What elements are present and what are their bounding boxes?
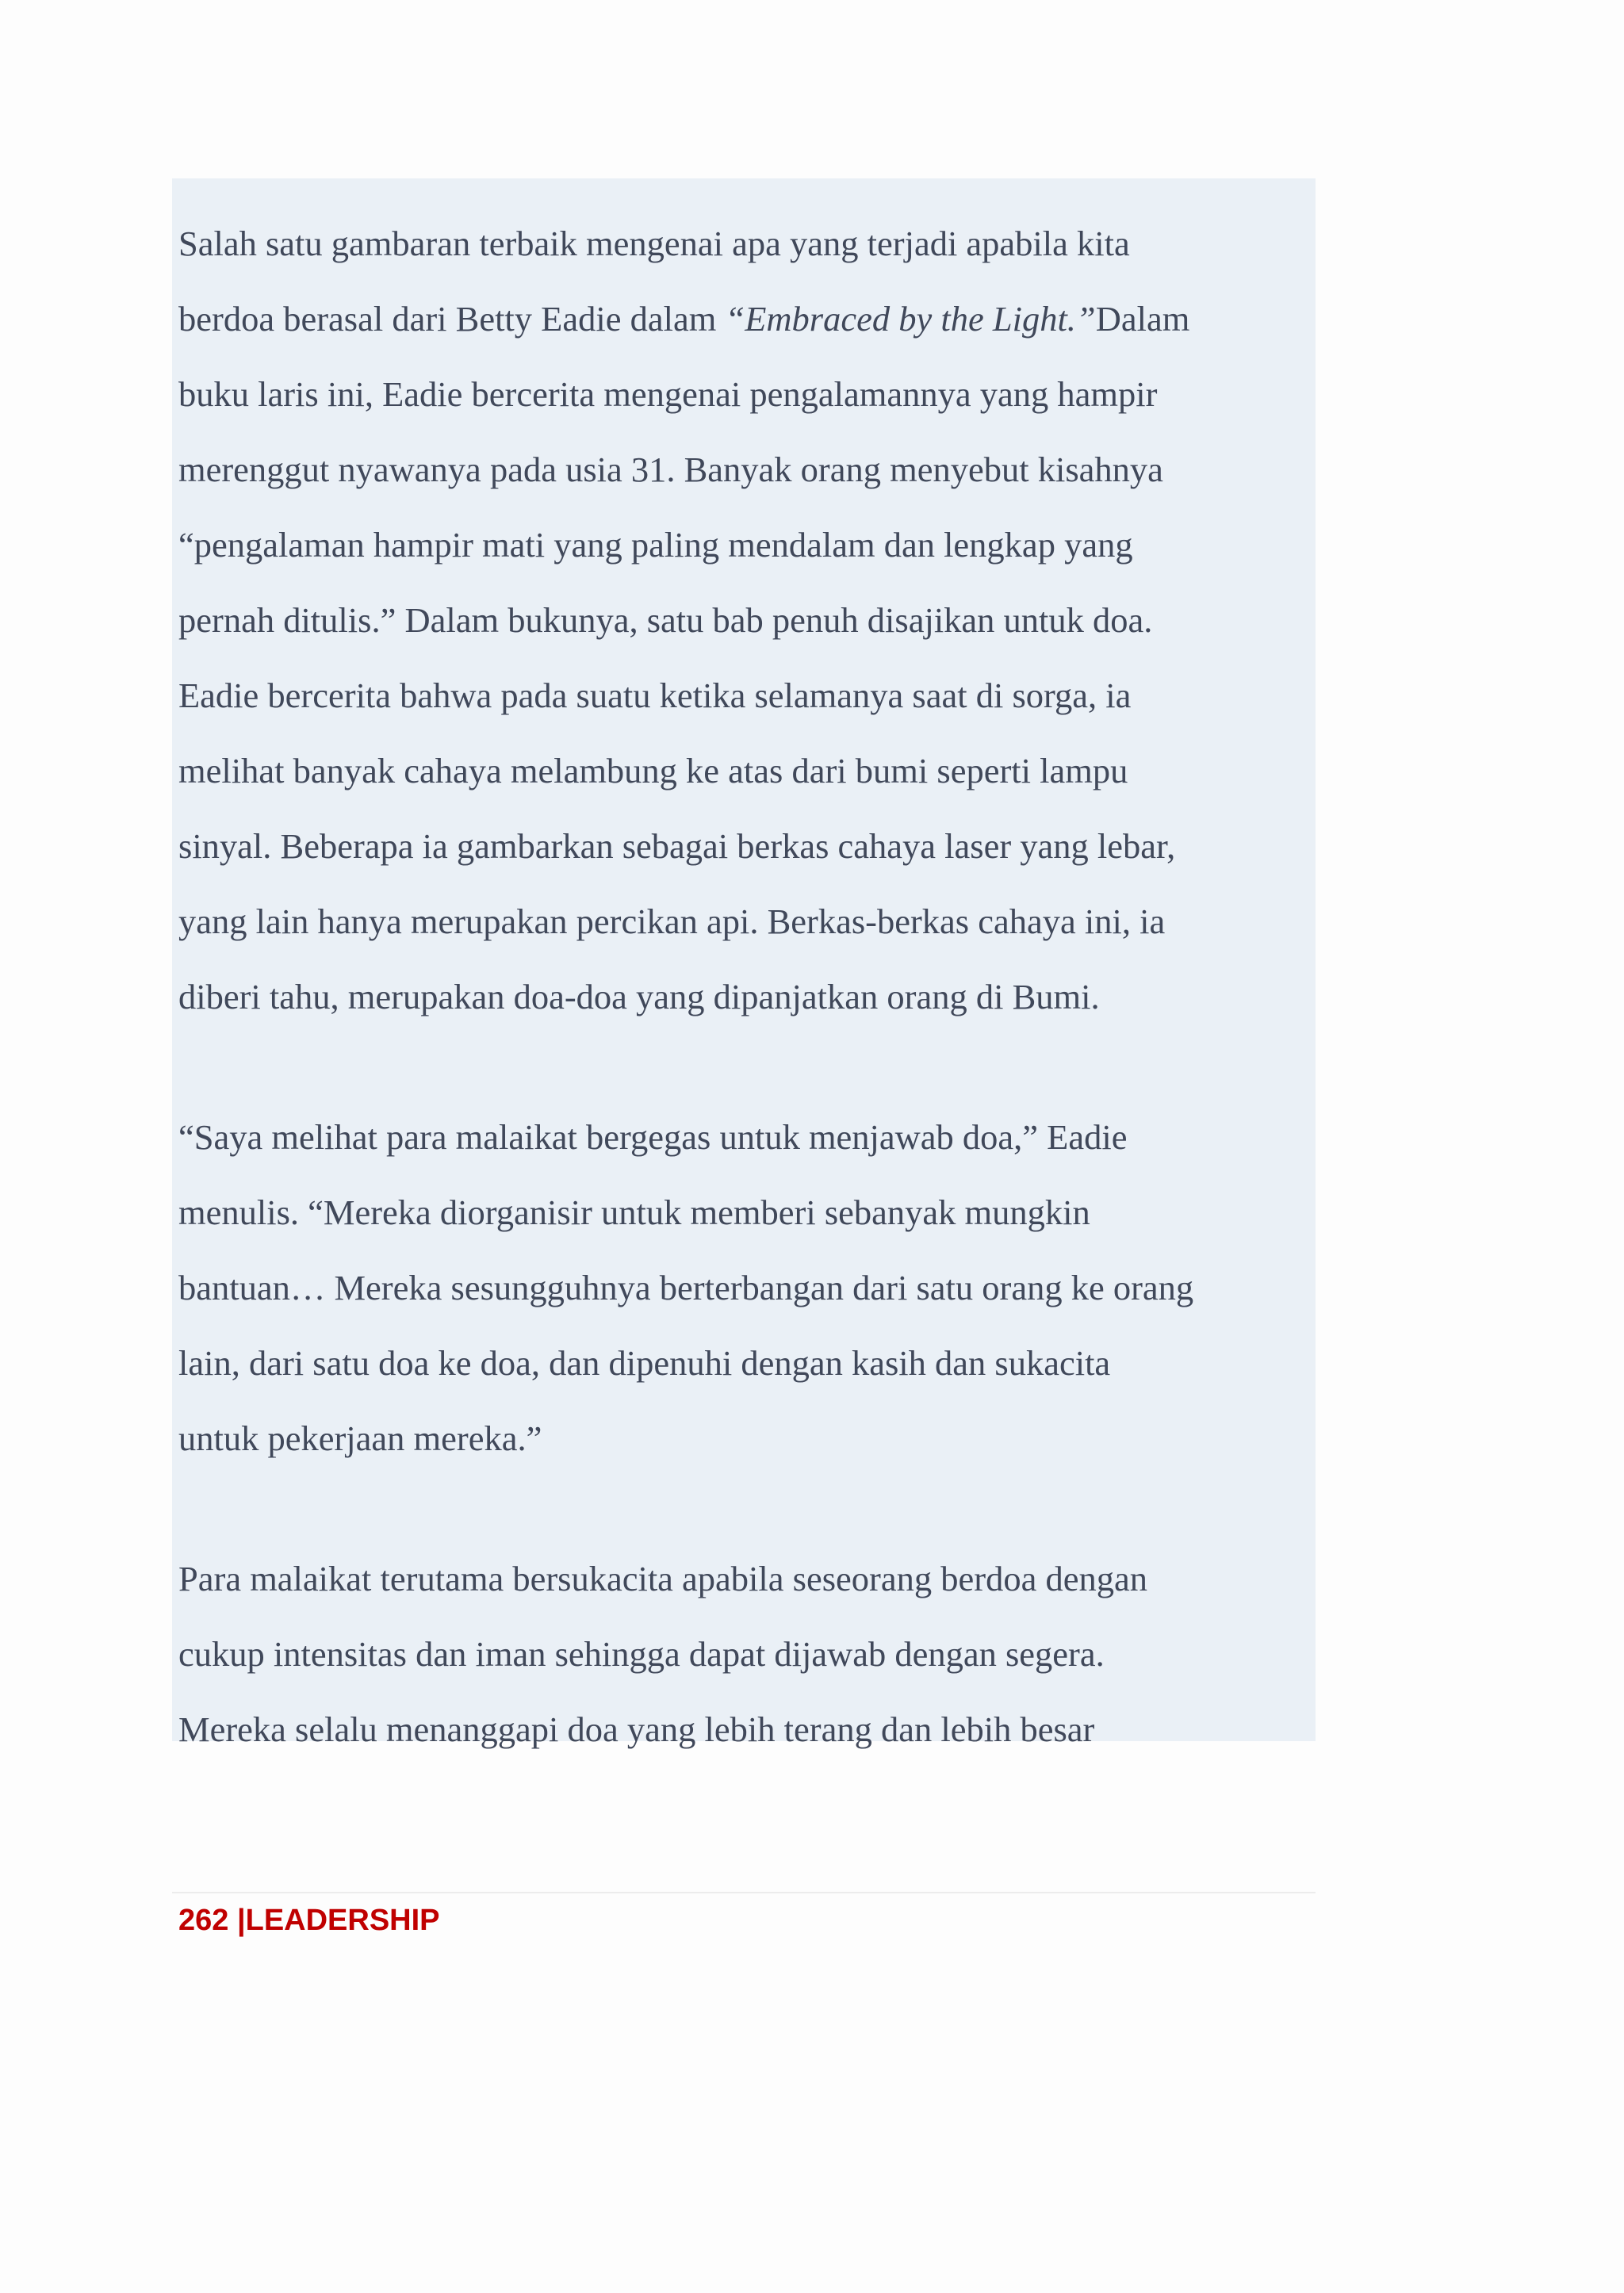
text-line: sinyal. Beberapa ia gambarkan sebagai berkas cahaya laser yang lebar, bbox=[178, 826, 1176, 866]
page-footer bbox=[178, 1897, 440, 1944]
text-line: merenggut nyawanya pada usia 31. Banyak orang menyebut kisahnya bbox=[178, 450, 1163, 489]
text-line: bantuan… Mereka sesungguhnya berterbangan dari satu orang ke orang bbox=[178, 1268, 1194, 1307]
paragraph-spacer bbox=[178, 1476, 1320, 1541]
text-line bbox=[178, 281, 1320, 357]
text-segment: Dalam bbox=[1095, 299, 1190, 339]
paragraph bbox=[178, 1541, 1320, 1767]
text-line: diberi tahu, merupakan doa-doa yang dipanjatkan orang di Bumi. bbox=[178, 977, 1100, 1016]
text-line: untuk pekerjaan mereka.” bbox=[178, 1418, 542, 1458]
text-line: menulis. “Mereka diorganisir untuk memberi sebanyak mungkin bbox=[178, 1192, 1090, 1232]
text-line: cukup intensitas dan iman sehingga dapat dijawab dengan segera. bbox=[178, 1634, 1105, 1674]
text-line: Mereka selalu menanggapi doa yang lebih terang dan lebih besar bbox=[178, 1709, 1095, 1749]
text-line: Para malaikat terutama bersukacita apabila seseorang berdoa dengan bbox=[178, 1559, 1147, 1598]
footer-divider bbox=[172, 1892, 1316, 1893]
body-text bbox=[178, 206, 1320, 1767]
text-line: “pengalaman hampir mati yang paling mendalam dan lengkap yang bbox=[178, 525, 1133, 565]
text-line: yang lain hanya merupakan percikan api. Berkas-berkas cahaya ini, ia bbox=[178, 902, 1166, 941]
text-line: buku laris ini, Eadie bercerita mengenai pengalamannya yang hampir bbox=[178, 374, 1158, 414]
text-line: lain, dari satu doa ke doa, dan dipenuhi dengan kasih dan sukacita bbox=[178, 1343, 1111, 1383]
page-number: 262 bbox=[178, 1904, 229, 1937]
paragraph-spacer bbox=[178, 1035, 1320, 1100]
text-line: Eadie bercerita bahwa pada suatu ketika selamanya saat di sorga, ia bbox=[178, 676, 1132, 715]
footer-separator: | bbox=[228, 1904, 246, 1937]
book-title: “Embraced by the Light.” bbox=[725, 299, 1096, 339]
text-line: melihat banyak cahaya melambung ke atas dari bumi seperti lampu bbox=[178, 751, 1128, 790]
text-line: “Saya melihat para malaikat bergegas untuk menjawab doa,” Eadie bbox=[178, 1117, 1128, 1157]
section-title: LEADERSHIP bbox=[245, 1904, 440, 1937]
paragraph bbox=[178, 1100, 1320, 1476]
text-line: pernah ditulis.” Dalam bukunya, satu bab penuh disajikan untuk doa. bbox=[178, 600, 1153, 640]
text-line: Salah satu gambaran terbaik mengenai apa yang terjadi apabila kita bbox=[178, 224, 1130, 263]
text-segment: berdoa berasal dari Betty Eadie dalam bbox=[178, 299, 726, 339]
paragraph bbox=[178, 206, 1320, 1035]
